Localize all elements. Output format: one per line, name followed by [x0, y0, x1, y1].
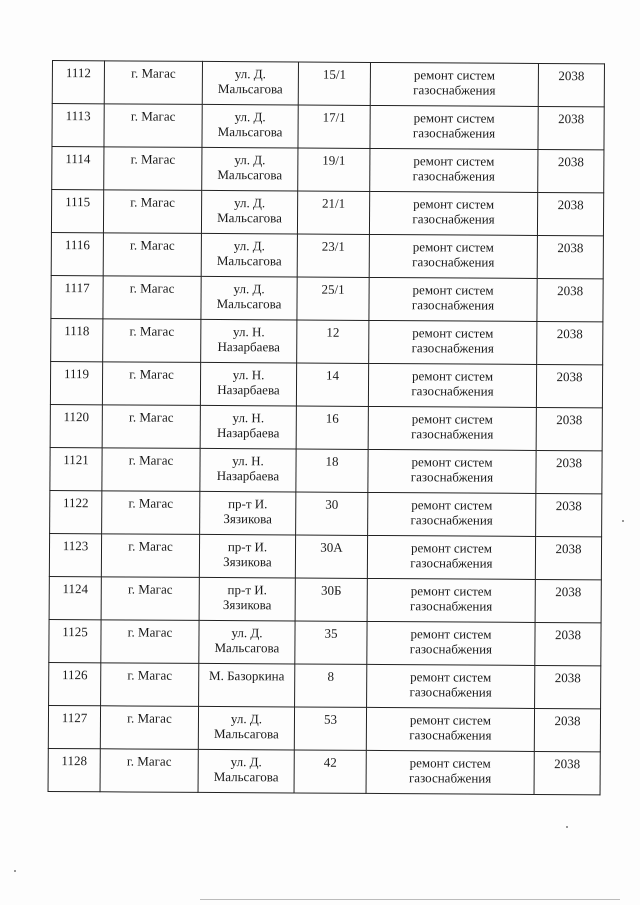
scan-speck [622, 520, 624, 522]
year-cell: 2038 [537, 321, 603, 364]
table-row [50, 404, 602, 450]
street-cell: ул. Д. Мальсагова [201, 233, 297, 277]
year-cell: 2038 [536, 493, 602, 536]
table-body [48, 61, 604, 795]
table-row [52, 147, 604, 193]
year-cell: 2038 [535, 665, 601, 708]
year-cell: 2038 [537, 235, 603, 278]
street-cell: ул. Д. Мальсагова [201, 276, 297, 320]
house-number-cell: 53 [294, 707, 366, 750]
row-number-cell: 1123 [49, 533, 101, 576]
street-cell: ул. Д. Мальсагова [202, 61, 298, 105]
house-number-cell: 16 [296, 406, 368, 449]
street-cell: ул. Н. Назарбаева [200, 448, 296, 492]
table-row [51, 275, 603, 321]
work-type-cell: ремонт систем газоснабжения [367, 664, 535, 708]
year-cell: 2038 [536, 407, 602, 450]
housing-repair-table [48, 60, 605, 795]
city-cell: г. Магас [101, 577, 199, 621]
house-number-cell: 14 [296, 363, 368, 406]
row-number-cell: 1121 [50, 447, 102, 490]
year-cell: 2038 [534, 751, 600, 794]
street-cell: ул. Д. Мальсагова [202, 147, 298, 191]
year-cell: 2038 [535, 579, 601, 622]
street-cell: пр-т И. Зязикова [199, 534, 295, 578]
row-number-cell: 1126 [49, 662, 101, 705]
year-cell: 2038 [537, 278, 603, 321]
city-cell: г. Магас [103, 276, 201, 320]
house-number-cell: 18 [296, 449, 368, 492]
work-type-cell: ремонт систем газоснабжения [367, 578, 535, 622]
city-cell: г. Магас [102, 491, 200, 535]
scan-speck [14, 870, 16, 872]
table-row [50, 490, 602, 536]
row-number-cell: 1125 [49, 619, 101, 662]
house-number-cell: 23/1 [297, 234, 369, 277]
row-number-cell: 1119 [50, 361, 102, 404]
street-cell: ул. Д. Мальсагова [201, 190, 297, 234]
work-type-cell: ремонт систем газоснабжения [369, 234, 537, 278]
house-number-cell: 17/1 [298, 105, 370, 148]
city-cell: г. Магас [103, 319, 201, 363]
work-type-cell: ремонт систем газоснабжения [369, 320, 537, 364]
table-row [49, 662, 601, 708]
house-number-cell: 35 [295, 621, 367, 664]
year-cell: 2038 [538, 63, 604, 106]
work-type-cell: ремонт систем газоснабжения [367, 621, 535, 665]
street-cell: ул. Н. Назарбаева [200, 405, 296, 449]
table-row [52, 61, 604, 107]
street-cell: пр-т И. Зязикова [200, 491, 296, 535]
city-cell: г. Магас [103, 233, 201, 277]
city-cell: г. Магас [103, 190, 201, 234]
work-type-cell: ремонт систем газоснабжения [370, 62, 538, 106]
year-cell: 2038 [535, 536, 601, 579]
work-type-cell: ремонт систем газоснабжения [366, 707, 534, 751]
table-row [51, 318, 603, 364]
row-number-cell: 1127 [48, 705, 100, 748]
table-row [50, 361, 602, 407]
table-row [48, 705, 600, 751]
house-number-cell: 21/1 [297, 191, 369, 234]
house-number-cell: 8 [295, 664, 367, 707]
row-number-cell: 1118 [51, 318, 103, 361]
city-cell: г. Магас [101, 534, 199, 578]
house-number-cell: 19/1 [298, 148, 370, 191]
street-cell: М. Базоркина [199, 663, 295, 707]
house-number-cell: 30Б [295, 578, 367, 621]
work-type-cell: ремонт систем газоснабжения [368, 406, 536, 450]
year-cell: 2038 [537, 192, 603, 235]
city-cell: г. Магас [101, 663, 199, 707]
city-cell: г. Магас [104, 104, 202, 148]
scan-speck [566, 826, 568, 828]
row-number-cell: 1113 [52, 104, 104, 147]
table-row [51, 190, 603, 236]
row-number-cell: 1122 [50, 490, 102, 533]
street-cell: ул. Д. Мальсагова [199, 620, 295, 664]
row-number-cell: 1115 [51, 190, 103, 233]
table-row [49, 619, 601, 665]
house-number-cell: 12 [297, 320, 369, 363]
work-type-cell: ремонт систем газоснабжения [368, 363, 536, 407]
city-cell: г. Магас [104, 147, 202, 191]
year-cell: 2038 [536, 450, 602, 493]
street-cell: ул. Д. Мальсагова [202, 104, 298, 148]
work-type-cell: ремонт систем газоснабжения [369, 191, 537, 235]
work-type-cell: ремонт систем газоснабжения [366, 750, 534, 794]
work-type-cell: ремонт систем газоснабжения [367, 535, 535, 579]
work-type-cell: ремонт систем газоснабжения [368, 492, 536, 536]
city-cell: г. Магас [102, 448, 200, 492]
house-number-cell: 30 [296, 492, 368, 535]
house-number-cell: 42 [294, 750, 366, 793]
city-cell: г. Магас [100, 706, 198, 750]
street-cell: пр-т И. Зязикова [199, 577, 295, 621]
work-type-cell: ремонт систем газоснабжения [370, 105, 538, 149]
year-cell: 2038 [538, 149, 604, 192]
year-cell: 2038 [534, 708, 600, 751]
work-type-cell: ремонт систем газоснабжения [369, 277, 537, 321]
city-cell: г. Магас [102, 405, 200, 449]
city-cell: г. Магас [100, 749, 198, 793]
house-number-cell: 30А [295, 535, 367, 578]
row-number-cell: 1124 [49, 576, 101, 619]
table-row [51, 232, 603, 278]
city-cell: г. Магас [104, 61, 202, 105]
work-type-cell: ремонт систем газоснабжения [370, 148, 538, 192]
street-cell: ул. Н. Назарбаева [201, 319, 297, 363]
table-row [50, 447, 602, 493]
scan-edge-line [200, 899, 620, 900]
table-row [52, 104, 604, 150]
year-cell: 2038 [538, 106, 604, 149]
year-cell: 2038 [535, 622, 601, 665]
house-number-cell: 25/1 [297, 277, 369, 320]
house-number-cell: 15/1 [298, 62, 370, 105]
row-number-cell: 1128 [48, 748, 100, 791]
street-cell: ул. Д. Мальсагова [198, 749, 294, 793]
row-number-cell: 1120 [50, 404, 102, 447]
row-number-cell: 1116 [51, 232, 103, 275]
city-cell: г. Магас [101, 620, 199, 664]
table-row [49, 576, 601, 622]
table-row [49, 533, 601, 579]
row-number-cell: 1117 [51, 275, 103, 318]
work-type-cell: ремонт систем газоснабжения [368, 449, 536, 493]
year-cell: 2038 [536, 364, 602, 407]
street-cell: ул. Д. Мальсагова [198, 706, 294, 750]
street-cell: ул. Н. Назарбаева [200, 362, 296, 406]
row-number-cell: 1112 [52, 61, 104, 104]
city-cell: г. Магас [102, 362, 200, 406]
row-number-cell: 1114 [52, 147, 104, 190]
table-row [48, 748, 600, 794]
